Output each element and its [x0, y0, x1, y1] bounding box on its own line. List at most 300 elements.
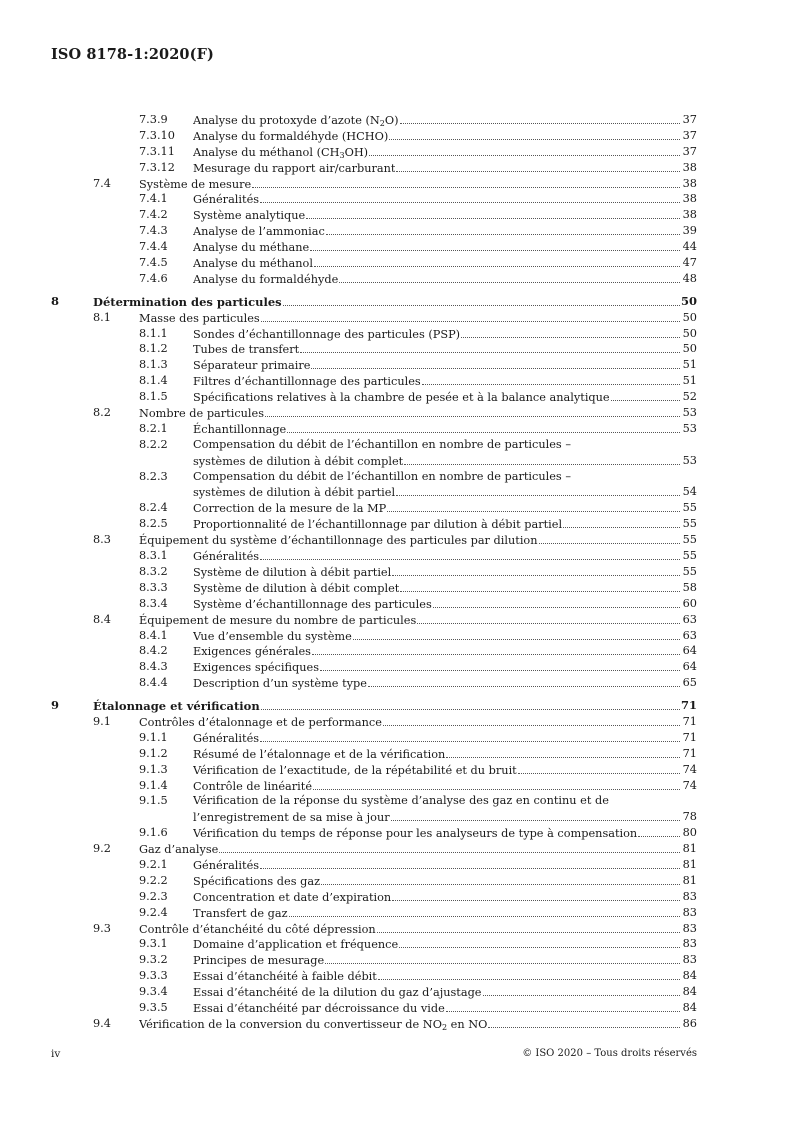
toc-section-title — [193, 779, 312, 795]
toc-entry[interactable] — [0, 809, 793, 825]
toc-section-number: 8.1.2 — [139, 342, 168, 356]
toc-section-number: 8.2.3 — [139, 469, 168, 483]
toc-section-number: 8.1.3 — [139, 358, 168, 372]
toc-entry[interactable] — [0, 936, 793, 952]
toc-dot-leader — [321, 873, 680, 885]
toc-section-title — [193, 390, 610, 406]
toc-section-title — [193, 644, 311, 660]
toc-title-text: Spécifications relatives à la chambre de pesée et à la balance analytique — [193, 391, 610, 405]
toc-title-text: Analyse du formaldéhyde — [193, 272, 339, 286]
toc-section-title — [193, 747, 445, 763]
toc-section-title — [193, 517, 562, 533]
toc-section-number: 8.2.1 — [139, 421, 168, 435]
toc-section-title — [193, 437, 571, 453]
toc-section-number: 7.4.1 — [139, 192, 168, 206]
toc-section-number: 8.2 — [93, 406, 111, 420]
toc-section-title — [193, 145, 368, 161]
toc-title-text: Compensation du débit de l’échantillon en nombre de particules – — [193, 469, 571, 483]
toc-section-number: 8.3.2 — [139, 564, 168, 578]
toc-entry[interactable] — [0, 223, 793, 239]
toc-entry[interactable] — [0, 437, 793, 453]
toc-section-number: 8.3.4 — [139, 596, 168, 610]
toc-title-text: Vérification de la réponse du système d’analyse des gaz en continu et de — [193, 794, 609, 808]
toc-dot-leader — [377, 921, 680, 933]
toc-dot-leader — [433, 596, 680, 608]
toc-dot-leader — [483, 984, 681, 996]
toc-dot-leader — [287, 421, 680, 433]
toc-dot-leader — [422, 373, 680, 385]
toc-dot-leader — [389, 128, 680, 140]
toc-section-title — [193, 469, 571, 485]
toc-page-number: 55 — [682, 564, 697, 578]
toc-section-number: 8.4 — [93, 612, 111, 626]
toc-page-number: 50 — [682, 326, 697, 340]
toc-entry[interactable] — [0, 271, 793, 287]
toc-section-number: 7.4.2 — [139, 208, 168, 222]
toc-section-title — [93, 295, 282, 311]
toc-section-number: 9.1 — [93, 714, 111, 728]
toc-dot-leader — [369, 144, 680, 156]
toc-section-title — [139, 922, 376, 938]
toc-title-text: systèmes de dilution à débit complet — [193, 454, 404, 468]
toc-dot-leader — [638, 825, 680, 837]
toc-title-text: Masse des particules — [139, 311, 260, 325]
toc-page-number: 38 — [682, 176, 697, 190]
toc-dot-leader — [252, 176, 680, 188]
toc-dot-leader — [300, 341, 680, 353]
toc-entry[interactable] — [0, 516, 793, 532]
toc-dot-leader — [461, 326, 680, 338]
toc-title-text: Séparateur primaire — [193, 359, 311, 373]
copyright-notice: © ISO 2020 – Tous droits réservés — [522, 1048, 697, 1059]
toc-dot-leader — [325, 952, 680, 964]
toc-title-text: Système d’échantillonnage des particules — [193, 597, 432, 611]
toc-dot-leader — [400, 112, 680, 124]
toc-dot-leader — [260, 730, 680, 742]
toc-section-number: 8.1.5 — [139, 390, 168, 404]
toc-section-title — [193, 826, 637, 842]
toc-title-text: Exigences spécifiques — [193, 661, 320, 675]
toc-section-title — [193, 374, 421, 390]
toc-section-number: 9.2.3 — [139, 889, 168, 903]
toc-entry[interactable] — [0, 841, 793, 857]
toc-page-number: 83 — [682, 905, 697, 919]
toc-entry[interactable] — [0, 548, 793, 564]
toc-title-text: Nombre de particules — [139, 407, 265, 421]
toc-section-title — [193, 454, 403, 470]
toc-title-text: Essai d’étanchéité par décroissance du vide — [193, 1001, 445, 1015]
toc-entry[interactable] — [0, 484, 793, 500]
toc-entry[interactable] — [0, 500, 793, 516]
toc-section-number: 9.2.4 — [139, 905, 168, 919]
toc-entry[interactable] — [0, 564, 793, 580]
toc-entry[interactable] — [0, 421, 793, 437]
toc-dot-leader — [563, 516, 680, 528]
toc-page-number: 37 — [682, 113, 697, 126]
toc-title-text: Détermination des particules — [93, 294, 282, 309]
toc-title-text: systèmes de dilution à débit partiel — [193, 486, 396, 500]
toc-section-number: 9 — [51, 698, 60, 713]
toc-title-text-after: O) — [384, 114, 399, 127]
page-number: iv — [51, 1048, 61, 1060]
toc-page-number: 83 — [682, 953, 697, 967]
toc-page-number: 55 — [682, 549, 697, 563]
toc-title-text: Domaine d’application et fréquence — [193, 938, 399, 952]
toc-section-title — [193, 906, 288, 922]
toc-section-title — [193, 192, 259, 208]
toc-dot-leader — [368, 675, 680, 687]
toc-title-text: Étalonnage et vérification — [93, 699, 260, 714]
toc-page-number: 50 — [680, 293, 697, 308]
toc-section-number: 7.4 — [93, 176, 111, 190]
toc-entry[interactable] — [0, 984, 793, 1000]
toc-page-number: 55 — [682, 517, 697, 531]
toc-title-text: Spécifications des gaz — [193, 874, 321, 888]
toc-dot-leader — [283, 294, 680, 306]
toc-entry[interactable] — [0, 698, 793, 714]
toc-title-subscript: 3 — [339, 150, 345, 160]
toc-title-text: Description d’un système type — [193, 677, 367, 691]
toc-page-number: 71 — [682, 746, 697, 760]
toc-section-title — [193, 793, 609, 809]
toc-title-text: Tubes de transfert — [193, 343, 300, 357]
table-of-contents — [0, 112, 793, 1032]
toc-section-number: 7.3.10 — [139, 128, 175, 142]
toc-page-number: 78 — [682, 810, 697, 824]
toc-entry[interactable] — [0, 793, 793, 809]
toc-section-title — [193, 969, 377, 985]
toc-dot-leader — [404, 453, 680, 465]
toc-section-number: 9.2.1 — [139, 857, 168, 871]
toc-title-text: Correction de la mesure de la MP — [193, 502, 387, 516]
toc-section-title — [139, 842, 218, 858]
toc-section-title — [193, 676, 367, 692]
toc-section-number: 8.3 — [93, 533, 111, 547]
toc-page-number: 53 — [682, 421, 697, 435]
toc-entry[interactable] — [0, 405, 793, 421]
toc-entry[interactable] — [0, 469, 793, 485]
toc-title-text: Vérification de l’exactitude, de la répétabilité et du bruit — [193, 763, 517, 777]
toc-section-title — [193, 581, 399, 597]
toc-section-title — [139, 613, 416, 629]
toc-section-title — [193, 858, 259, 874]
toc-section-title — [193, 272, 338, 288]
toc-title-text: Vérification de la conversion du convertisseur de NO — [139, 1017, 442, 1031]
toc-entry[interactable] — [0, 373, 793, 389]
toc-title-text: Généralités — [193, 193, 260, 207]
toc-section-title — [193, 422, 286, 438]
toc-dot-leader — [353, 628, 680, 640]
toc-entry[interactable] — [0, 873, 793, 889]
toc-dot-leader — [392, 889, 680, 901]
toc-dot-leader — [518, 762, 680, 774]
toc-entry[interactable] — [0, 675, 793, 691]
toc-entry[interactable] — [0, 643, 793, 659]
toc-page-number: 71 — [680, 698, 697, 713]
toc-entry[interactable] — [0, 905, 793, 921]
toc-page-number: 81 — [682, 857, 697, 871]
toc-section-number: 7.4.3 — [139, 224, 168, 238]
toc-dot-leader — [611, 389, 680, 401]
toc-section-number: 8.3.3 — [139, 580, 168, 594]
toc-entry[interactable] — [0, 825, 793, 841]
toc-title-text: Analyse du méthane — [193, 241, 310, 255]
toc-title-subscript: 2 — [379, 119, 385, 128]
toc-page-number: 63 — [682, 612, 697, 626]
toc-title-text: Équipement de mesure du nombre de particules — [139, 613, 417, 627]
toc-entry[interactable] — [0, 255, 793, 271]
toc-dot-leader — [261, 310, 680, 322]
toc-entry[interactable] — [0, 596, 793, 612]
toc-page-number: 86 — [682, 1016, 697, 1030]
toc-section-title — [193, 629, 352, 645]
toc-section-number: 7.3.11 — [139, 144, 175, 158]
toc-title-text-after: en NO — [447, 1017, 488, 1031]
toc-section-number: 9.1.6 — [139, 826, 168, 840]
toc-section-title — [193, 763, 517, 779]
toc-title-text: Contrôles d’étalonnage et de performance — [139, 715, 382, 729]
toc-page-number: 63 — [682, 628, 697, 642]
toc-entry[interactable] — [0, 453, 793, 469]
toc-entry[interactable] — [0, 341, 793, 357]
toc-dot-leader — [417, 612, 680, 624]
toc-title-text: Échantillonnage — [193, 422, 287, 436]
toc-page-number: 81 — [682, 873, 697, 887]
toc-title-text: Mesurage du rapport air/carburant — [193, 161, 396, 175]
toc-title-text: Contrôle de linéarité — [193, 779, 313, 793]
toc-title-text: Système de mesure — [139, 177, 252, 191]
toc-entry[interactable] — [0, 160, 793, 176]
toc-dot-leader — [539, 532, 680, 544]
toc-section-title — [193, 161, 395, 177]
toc-section-number: 8.2.2 — [139, 437, 168, 451]
toc-entry[interactable] — [0, 778, 793, 794]
toc-section-title — [193, 731, 259, 747]
toc-title-text: Analyse du méthanol (CH — [193, 145, 340, 159]
toc-dot-leader — [260, 857, 680, 869]
toc-page-number: 71 — [682, 730, 697, 744]
toc-dot-leader — [306, 207, 680, 219]
toc-entry[interactable] — [0, 310, 793, 326]
toc-entry[interactable] — [0, 239, 793, 255]
toc-title-text: Contrôle d’étanchéité du côté dépression — [139, 922, 376, 936]
toc-title-subscript: 2 — [441, 1022, 448, 1032]
toc-page-number: 74 — [682, 762, 697, 776]
toc-page-number: 51 — [682, 374, 697, 388]
toc-section-title — [193, 890, 391, 906]
toc-title-text: Analyse du protoxyde d’azote (N — [193, 114, 380, 127]
toc-entry[interactable] — [0, 112, 793, 128]
toc-title-text: Généralités — [193, 858, 260, 872]
toc-title-text: Analyse du méthanol — [193, 257, 313, 271]
toc-page-number: 37 — [682, 128, 697, 142]
toc-title-text: Principes de mesurage — [193, 954, 325, 968]
toc-entry[interactable] — [0, 730, 793, 746]
toc-page-number: 80 — [682, 826, 697, 840]
toc-title-text-after: OH) — [344, 145, 369, 159]
toc-page-number: 51 — [682, 358, 697, 372]
toc-section-title — [193, 485, 395, 501]
toc-section-number: 9.1.5 — [139, 794, 168, 808]
toc-entry[interactable] — [0, 714, 793, 730]
toc-title-text: Généralités — [193, 731, 260, 745]
toc-page-number: 38 — [682, 208, 697, 222]
toc-dot-leader — [400, 580, 680, 592]
toc-entry[interactable] — [0, 144, 793, 160]
toc-title-text: Système de dilution à débit partiel — [193, 565, 392, 579]
toc-section-number: 9.1.3 — [139, 762, 168, 776]
toc-page-number: 58 — [682, 580, 697, 594]
toc-title-text: l’enregistrement de sa mise à jour — [193, 811, 390, 825]
toc-dot-leader — [314, 255, 680, 267]
toc-section-number: 7.3.9 — [139, 113, 168, 126]
toc-section-number: 7.3.12 — [139, 160, 175, 174]
toc-section-title — [193, 129, 388, 145]
toc-entry[interactable] — [0, 889, 793, 905]
toc-title-text: Vérification du temps de réponse pour les analyseurs de type à compensation — [193, 827, 638, 841]
toc-title-text: Exigences générales — [193, 645, 311, 659]
toc-title-text: Transfert de gaz — [193, 906, 288, 920]
toc-entry[interactable] — [0, 762, 793, 778]
toc-section-title — [193, 937, 398, 953]
toc-entry[interactable] — [0, 191, 793, 207]
toc-page-number: 64 — [682, 644, 697, 658]
toc-title-text: Essai d’étanchéité de la dilution du gaz d’ajustage — [193, 986, 482, 1000]
toc-section-title — [193, 565, 391, 581]
toc-section-title — [193, 256, 313, 272]
toc-section-title — [193, 208, 305, 224]
toc-dot-leader — [289, 905, 680, 917]
toc-section-number: 8 — [51, 293, 60, 308]
toc-page-number: 53 — [682, 406, 697, 420]
toc-entry[interactable] — [0, 612, 793, 628]
toc-entry[interactable] — [0, 580, 793, 596]
toc-dot-leader — [265, 405, 680, 417]
toc-entry[interactable] — [0, 968, 793, 984]
toc-page-number: 53 — [682, 453, 697, 467]
toc-section-number: 9.2.2 — [139, 873, 168, 887]
toc-page-number: 50 — [682, 310, 697, 324]
toc-section-title — [193, 327, 460, 343]
toc-section-number: 7.4.5 — [139, 256, 168, 270]
toc-page-number: 64 — [682, 660, 697, 674]
toc-entry[interactable] — [0, 1016, 793, 1032]
toc-page-number: 37 — [682, 144, 697, 158]
toc-title-text: Proportionnalité de l’échantillonnage par dilution à débit partiel — [193, 518, 563, 532]
toc-dot-leader — [339, 271, 680, 283]
toc-entry[interactable] — [0, 1000, 793, 1016]
toc-entry[interactable] — [0, 532, 793, 548]
toc-dot-leader — [446, 1000, 680, 1012]
toc-entry[interactable] — [0, 207, 793, 223]
toc-section-title — [193, 985, 482, 1001]
toc-entry[interactable] — [0, 628, 793, 644]
toc-page-number: 71 — [682, 714, 697, 728]
toc-dot-leader — [219, 841, 680, 853]
toc-section-title — [193, 1001, 445, 1017]
toc-section-number: 9.3 — [93, 921, 111, 935]
toc-entry[interactable] — [0, 659, 793, 675]
toc-page-number: 50 — [682, 342, 697, 356]
toc-dot-leader — [320, 659, 680, 671]
toc-page-number: 38 — [682, 192, 697, 206]
toc-title-text: Système analytique — [193, 209, 306, 223]
toc-entry[interactable] — [0, 746, 793, 762]
toc-page-number: 81 — [682, 842, 697, 856]
toc-dot-leader — [396, 160, 680, 172]
toc-entry[interactable] — [0, 326, 793, 342]
toc-page-number: 48 — [682, 271, 697, 285]
toc-entry[interactable] — [0, 857, 793, 873]
toc-section-title — [193, 874, 320, 890]
toc-section-title — [193, 342, 299, 358]
toc-dot-leader — [326, 223, 680, 235]
toc-page-number: 74 — [682, 778, 697, 792]
toc-title-text: Système de dilution à débit complet — [193, 581, 400, 595]
toc-section-title — [193, 501, 386, 517]
toc-entry[interactable] — [0, 294, 793, 310]
toc-dot-leader — [311, 357, 680, 369]
toc-section-number: 9.3.1 — [139, 937, 168, 951]
toc-section-title — [193, 810, 390, 826]
toc-title-text: Analyse du formaldéhyde (HCHO) — [193, 129, 389, 143]
toc-entry[interactable] — [0, 952, 793, 968]
toc-section-number: 8.4.2 — [139, 644, 168, 658]
toc-title-text: Résumé de l’étalonnage et de la vérification — [193, 747, 446, 761]
toc-section-title — [139, 406, 264, 422]
toc-section-number: 8.1.4 — [139, 374, 168, 388]
toc-entry[interactable] — [0, 921, 793, 937]
toc-section-number: 8.1 — [93, 310, 111, 324]
toc-section-title — [193, 660, 319, 676]
toc-dot-leader — [261, 698, 680, 710]
toc-section-number: 9.4 — [93, 1016, 111, 1030]
toc-section-number: 8.4.3 — [139, 660, 168, 674]
toc-entry[interactable] — [0, 389, 793, 405]
toc-title-text: Équipement du système d’échantillonnage des particules par dilution — [139, 534, 538, 548]
toc-section-number: 9.1.4 — [139, 778, 168, 792]
toc-section-title — [193, 953, 324, 969]
toc-section-title — [193, 597, 432, 613]
toc-section-number: 9.1.2 — [139, 746, 168, 760]
toc-page-number: 65 — [682, 676, 697, 690]
toc-page-number: 83 — [682, 889, 697, 903]
toc-page-number: 84 — [682, 969, 697, 983]
toc-entry[interactable] — [0, 357, 793, 373]
toc-section-number: 7.4.4 — [139, 240, 168, 254]
toc-page-number: 52 — [682, 390, 697, 404]
toc-title-text: Analyse de l’ammoniac — [193, 225, 325, 239]
toc-section-number: 7.4.6 — [139, 271, 168, 285]
toc-entry[interactable] — [0, 128, 793, 144]
toc-page-number: 55 — [682, 533, 697, 547]
toc-dot-leader — [260, 548, 680, 560]
toc-section-number: 9.3.5 — [139, 1000, 168, 1014]
toc-dot-leader — [391, 809, 680, 821]
toc-title-text: Gaz d’analyse — [139, 843, 219, 857]
toc-page-number: 84 — [682, 985, 697, 999]
toc-entry[interactable] — [0, 176, 793, 192]
toc-section-number: 9.3.4 — [139, 985, 168, 999]
toc-title-text: Essai d’étanchéité à faible débit — [193, 970, 377, 984]
toc-dot-leader — [312, 643, 680, 655]
toc-page-number: 39 — [682, 224, 697, 238]
toc-page-number: 84 — [682, 1000, 697, 1014]
toc-dot-leader — [446, 746, 680, 758]
toc-section-number: 9.2 — [93, 842, 111, 856]
toc-section-number: 8.3.1 — [139, 549, 168, 563]
toc-section-title — [139, 715, 382, 731]
